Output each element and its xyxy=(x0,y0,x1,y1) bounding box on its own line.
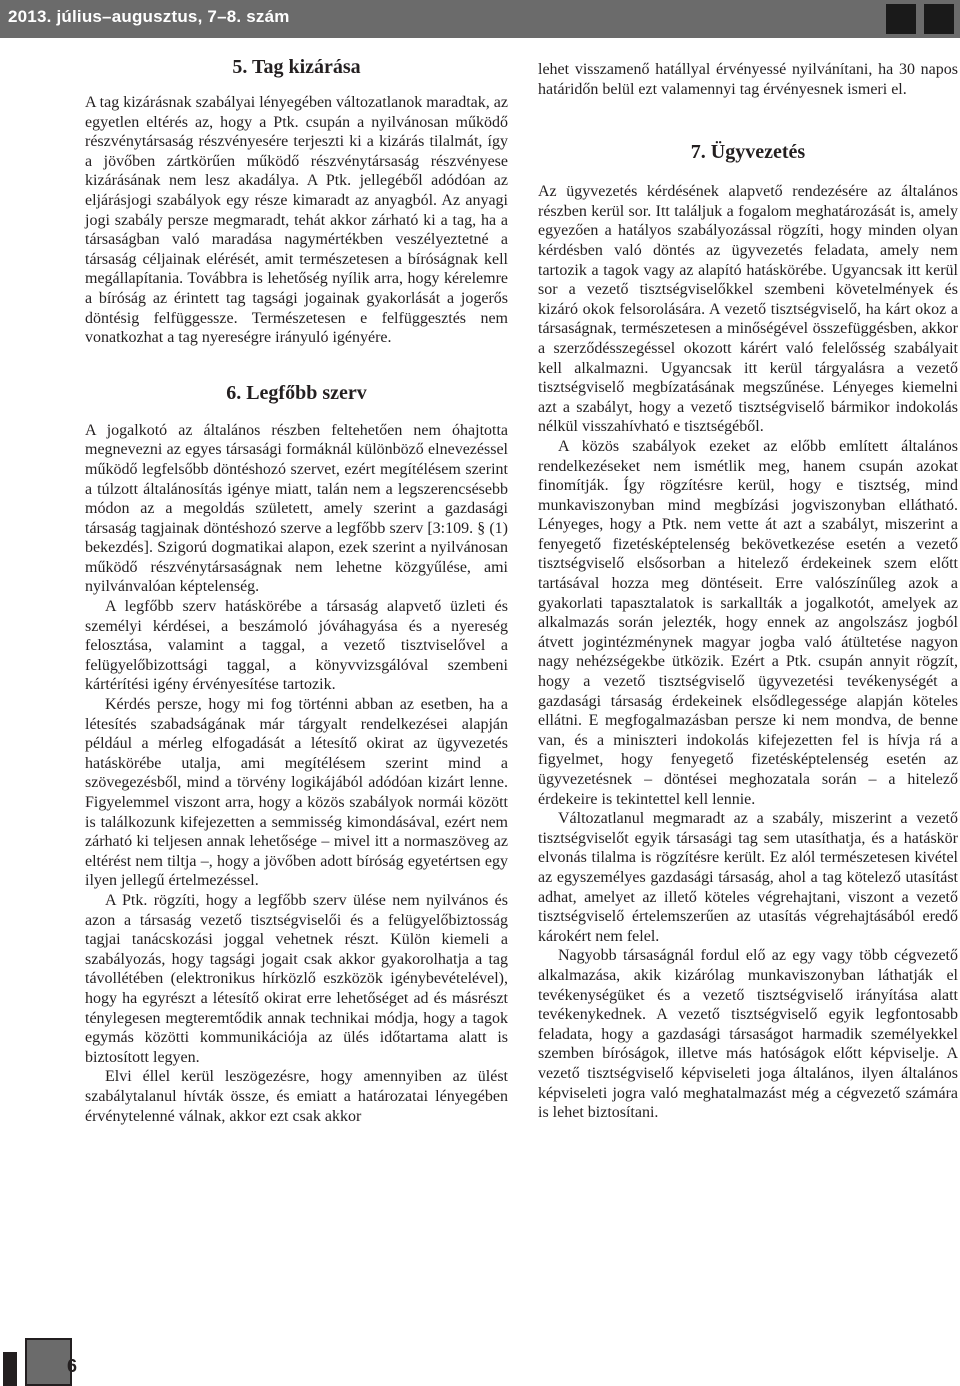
header-square-2 xyxy=(924,4,954,34)
section-7-paragraph-3: Változatlanul megmaradt az a szabály, miszerint a vezető tisztségviselőt egyik társasági tag sem utasíthatja, és a hatáskör elvonás tilalma is rögzítésre került. Ez alól természetesen kivétel az egyszemélyes gazdasági társaság, ahol a tag kötelező utasítást adhat, amelyet az illető köteles végrehajtani, viszont a vezető tisztségviselő értelemszerűen az utasítás végrehajtásából eredő károkért nem felel. xyxy=(538,810,958,945)
page-number-box xyxy=(25,1338,72,1386)
issue-title: 2013. július–augusztus, 7–8. szám xyxy=(8,7,290,26)
right-column xyxy=(538,60,958,1123)
section-7-paragraph-1: Az ügyvezetés kérdésének alapvető rendezésére az általános részben kerül sor. Itt találjuk a fogalom meghatározását is, amely egyezően a hatályos szabályozással rögzíti, hogy minden olyan kérdésben való döntés az ügyvezetés feladata, amely nem tartozik a tagok vagy az alapító hatáskörébe. Ugyancsak itt kerül sor a vezető tisztségviselőkkel szembeni követelmények és kizáró okok felsorolására. A vezető tisztségviselő, ha kárt okoz a társaságnak, természetesen a minőségével összefüggésben, akkor a szerződésszegéssel okozott kárért való felelősség szabályait kell alkalmazni. Ugyancsak itt kerül tárgyalásra a vezető tisztségviselő megbízatásának megszűnése. Lényeges kiemelni azt a szabályt, hogy a vezető tisztségviselő bármikor indokolás nélkül visszahívható e tisztségéből. xyxy=(538,183,958,436)
header-square-1 xyxy=(886,4,916,34)
section-5-heading: 5. Tag kizárása xyxy=(232,56,361,78)
section-6-paragraph-2: A legfőbb szerv hatáskörébe a társaság alapvető üzleti és személyi kérdései, a beszámoló jóváhagyása és a nyereség felosztása, valamint a taggal, a vezető tisztviselővel a felügyelőbizottsági taggal, a könyvvizsgálóval szembeni kártérítési igény érvényesítése tartozik. xyxy=(85,598,508,694)
section-6-paragraph-5: Elvi éllel kerül leszögezésre, hogy amennyiben az ülést szabálytalanul hívták össze, és emiatt a határozatai lényegében érvénytelenné válnak, akkor ezt csak akkor xyxy=(85,1068,508,1125)
section-6-heading: 6. Legfőbb szerv xyxy=(226,381,367,404)
page-number: 6 xyxy=(67,1356,78,1376)
section-7-heading: 7. Ügyvezetés xyxy=(690,141,806,164)
section-7-paragraph-4: Nagyobb társaságnál fordul elő az egy vagy több cégvezető alkalmazása, akik kizárólag munkaviszonyban láthatják el tevékenységüket és a vezető tisztségviselő irányítása alatt tevékenykednek. A vezető tisztségviselő egyik legfontosabb feladata, hogy a gazdasági társaságot harmadik személyekkel szemben bíróságok, illetve más hatóságok előtt képviselje. A vezető tisztségviselő képviseleti joga általános, ilyen általános képviseleti jogra való meghatalmazást még a cégvezető számára is lehet biztosítani. xyxy=(538,947,958,1122)
continuation-paragraph: lehet visszamenő hatállyal érvényessé nyilvánítani, ha 30 napos határidőn belül ezt valamennyi tag érvényesnek ismeri el. xyxy=(538,61,958,98)
side-bar-mark xyxy=(3,1352,17,1386)
section-5-paragraph: A tag kizárásnak szabályai lényegében változatlanok maradtak, az egyetlen eltérés az, hogy a Ptk. csupán a nyilvánosan működő részvénytársaság részvényesére terjeszti ki a kizárás tilalmát, így a jövőben zártkörűen működő részvénytársaság részvényese kizárásának nem lesz akadálya. A Ptk. jellegéből adódóan az eljárásjogi szabályok egy része kimaradt az anyagból. Az anyagi jogi szabály persze megmaradt, tehát akkor zárható ki a tag, ha a társaságban való maradása nagymértékben veszélyeztetné a társaság céljainak elérését, amit természetesen a bíróságnak kell megállapítania. Továbbra is lehetőség nyílik arra, hogy kérelemre a bíróság az érintett tag tagsági jogainak gyakorlását a jogerős döntésig felfüggessze. Természetesen e felfüggesztés nem vonatkozhat a tag nyereségre irányuló igényére. xyxy=(85,94,508,347)
section-6-paragraph-3: Kérdés persze, hogy mi fog történni abban az esetben, ha a létesítés szabadságának már tárgyalt rendelkezései alapján például a mérleg elfogadását a létesítő okirat az ügyvezetés hatáskörébe utalja, ami megítélésem szerint mind a szövegezésből, mind a törvény logikájából adódóan kizárt lenne. Figyelemmel viszont arra, hogy a közös szabályok normái között is találkozunk kifejezetten a semmisség kimondásával, ezért nem zárható ki teljesen annak lehetősége – mivel itt a normaszöveg az eltérést nem tiltja –, hogy a jövőben adott bíróság egyetértsen egy ilyen jellegű értelmezéssel. xyxy=(85,696,508,890)
section-7-paragraph-2: A közös szabályok ezeket az előbb említett általános rendelkezéseket nem ismétlik meg, hanem csupán azokat finomítják. Így rögzítésre kerül, hogy e tisztség, mind munkaviszonyban mind megbízási jogviszonyban ellátható. Lényeges, hogy a Ptk. nem vette át azt a szabályt, miszerint a fenyegető fizetésképtelenség bekövetkezése esetén a vezető tisztségviselő elsősorban a hitelező érdekeinek szem előtt tartásával hozza meg döntéseit. Erre valószínűleg azok a gyakorlati tapasztalatok is sarkallták a jogalkotót, amelyek az alkalmazás során jelezték, hogy ennek az angolszász jogból átvett jogintézménynek magyar jogba való átültetése nagyon nagy nehézségekbe ütközik. Ezért a Ptk. csupán annyit rögzít, hogy a vezető tisztségviselő ügyvezetési tevékenységét a gazdasági társaság érdekeinek elsődlegessége alapján köteles ellátni. E megfogalmazásban persze ki nem mondva, de benne van, és a miniszteri indokolás kifejezetten fel is hívja rá a figyelmet, hogy fenyegető fizetésképtelenség esetén az ügyvezetésnek – döntései meghozatala során – a hitelező érdekeire is tekintettel kell lennie. xyxy=(538,437,958,808)
section-6-paragraph-1: A jogalkotó az általános részben feltehetően nem óhajtotta megnevezni az egyes társasági formáknál különböző elnevezéssel működő legfelsőbb döntéshozó szervet, ezért megítélésem szerint a túlzott általánosítás igénye miatt, talán nem a legszerencsésebb módon az a megoldás született, amely szerint a gazdasági társaság tagjainak döntéshozó szerve a legfőbb szerv [3:109. § (1) bekezdés]. Szigorú dogmatikai alapon, ezek szerint a nyilvánosan működő részvénytársaságnak nem lehetne közgyűlése, ami nyilvánvalóan képtelenség. xyxy=(85,421,508,596)
left-column xyxy=(85,56,508,1126)
header-bar xyxy=(0,0,960,38)
section-6-paragraph-4: A Ptk. rögzíti, hogy a legfőbb szerv ülése nem nyilvános és azon a társaság vezető tisztségviselői és a felügyelőbiztosság tagjai tanácskozási joggal vehetnek részt. Külön kiemeli a szabályozás, hogy tagsági jogait csak akkor gyakorolhatja a tag távollétében (elektronikus hírközlő eszközök igénybevételével), hogy ha egyrészt a létesítő okirat erre lehetőséget ad és másrészt ténylegesen megteremtődik annak technikai módja, hogy a tagok egymás közötti kommunikációja az ülés időtartama alatt is biztosított legyen. xyxy=(85,891,508,1066)
